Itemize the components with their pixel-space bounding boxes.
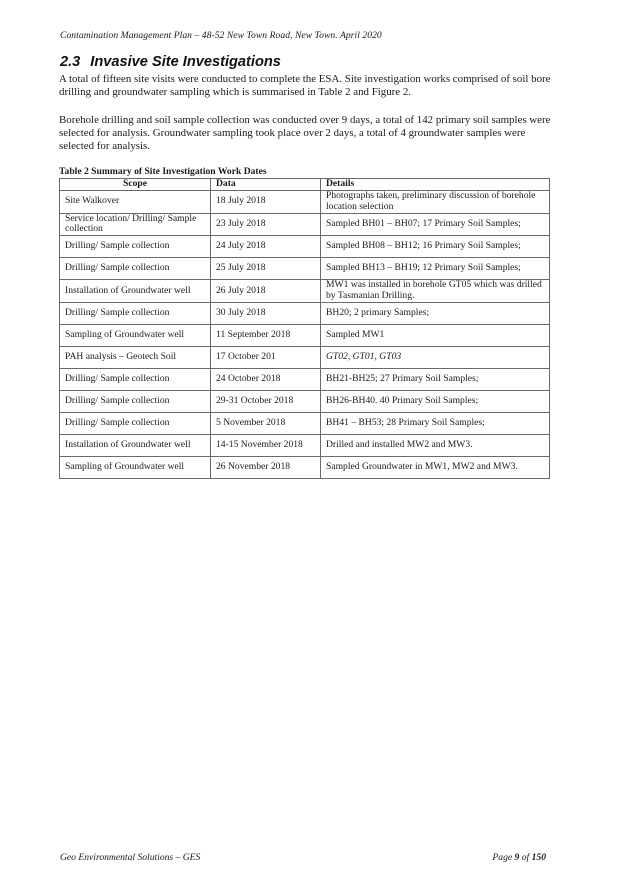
table-row (60, 324, 550, 346)
scope-cell: Drilling/ Sample collection (60, 258, 211, 280)
table-row (60, 191, 550, 214)
page-number-label (492, 852, 546, 863)
scope-cell: PAH analysis – Geotech Soil (60, 346, 211, 368)
page-of: of (519, 852, 532, 863)
table-row (60, 213, 550, 236)
details-cell: GT02, GT01, GT03 (321, 346, 550, 368)
table-row (60, 346, 550, 368)
page-footer (60, 852, 546, 863)
column-header-data: Data (211, 179, 321, 191)
details-cell: BH20; 2 primary Samples; (321, 302, 550, 324)
current-page: 9 (514, 852, 520, 863)
scope-cell: Sampling of Groundwater well (60, 456, 211, 478)
details-cell: BH26-BH40. 40 Primary Soil Samples; (321, 390, 550, 412)
scope-cell: Site Walkover (60, 191, 211, 214)
section-heading (60, 54, 281, 70)
date-cell: 23 July 2018 (211, 213, 321, 236)
scope-cell: Drilling/ Sample collection (60, 368, 211, 390)
drilling-paragraph: Borehole drilling and soil sample collection was conducted over 9 days, a total of 142 primary soil samples were selected for analysis. Groundwater sampling took place over 2 days, a total of 4 groundwater samples were selected for analysis. (59, 114, 551, 153)
details-cell: Sampled BH08 – BH12; 16 Primary Soil Samples; (321, 236, 550, 258)
page-header: Contamination Management Plan – 48-52 New Town Road, New Town. April 2020 (60, 30, 382, 41)
table-header-row (60, 179, 550, 191)
date-cell: 25 July 2018 (211, 258, 321, 280)
total-pages: 150 (531, 852, 546, 863)
date-cell: 26 July 2018 (211, 280, 321, 303)
scope-cell: Installation of Groundwater well (60, 434, 211, 456)
table-row (60, 280, 550, 303)
date-cell: 5 November 2018 (211, 412, 321, 434)
details-cell: Drilled and installed MW2 and MW3. (321, 434, 550, 456)
details-cell: Photographs taken, preliminary discussion of borehole location selection (321, 191, 550, 214)
details-cell: Sampled BH01 – BH07; 17 Primary Soil Samples; (321, 213, 550, 236)
date-cell: 24 October 2018 (211, 368, 321, 390)
scope-cell: Drilling/ Sample collection (60, 236, 211, 258)
scope-cell: Service location/ Drilling/ Sample collection (60, 213, 211, 236)
table-row (60, 258, 550, 280)
date-cell: 11 September 2018 (211, 324, 321, 346)
table-caption: Table 2 Summary of Site Investigation Work Dates (59, 166, 267, 177)
table-row (60, 390, 550, 412)
table-row (60, 368, 550, 390)
details-cell: Sampled Groundwater in MW1, MW2 and MW3. (321, 456, 550, 478)
table-row (60, 412, 550, 434)
table-row (60, 456, 550, 478)
date-cell: 17 October 201 (211, 346, 321, 368)
details-cell: Sampled BH13 – BH19; 12 Primary Soil Samples; (321, 258, 550, 280)
column-header-details: Details (321, 179, 550, 191)
scope-cell: Installation of Groundwater well (60, 280, 211, 303)
page-prefix: Page (492, 852, 515, 863)
details-cell: BH21-BH25; 27 Primary Soil Samples; (321, 368, 550, 390)
scope-cell: Drilling/ Sample collection (60, 390, 211, 412)
site-investigation-table (59, 178, 550, 479)
section-title: Invasive Site Investigations (90, 54, 281, 70)
details-cell: BH41 – BH53; 28 Primary Soil Samples; (321, 412, 550, 434)
table-row (60, 434, 550, 456)
date-cell: 29-31 October 2018 (211, 390, 321, 412)
date-cell: 24 July 2018 (211, 236, 321, 258)
column-header-scope: Scope (60, 179, 211, 191)
scope-cell: Sampling of Groundwater well (60, 324, 211, 346)
date-cell: 30 July 2018 (211, 302, 321, 324)
table-row (60, 236, 550, 258)
date-cell: 14-15 November 2018 (211, 434, 321, 456)
table-row (60, 302, 550, 324)
intro-paragraph: A total of fifteen site visits were conducted to complete the ESA. Site investigation works comprised of soil bore drilling and groundwater sampling which is summarised in Table 2 and Figure 2. (59, 73, 551, 99)
scope-cell: Drilling/ Sample collection (60, 412, 211, 434)
details-cell: Sampled MW1 (321, 324, 550, 346)
scope-cell: Drilling/ Sample collection (60, 302, 211, 324)
details-cell: MW1 was installed in borehole GT05 which was drilled by Tasmanian Drilling. (321, 280, 550, 303)
date-cell: 26 November 2018 (211, 456, 321, 478)
footer-company: Geo Environmental Solutions – GES (60, 852, 201, 863)
date-cell: 18 July 2018 (211, 191, 321, 214)
section-number: 2.3 (60, 54, 81, 70)
